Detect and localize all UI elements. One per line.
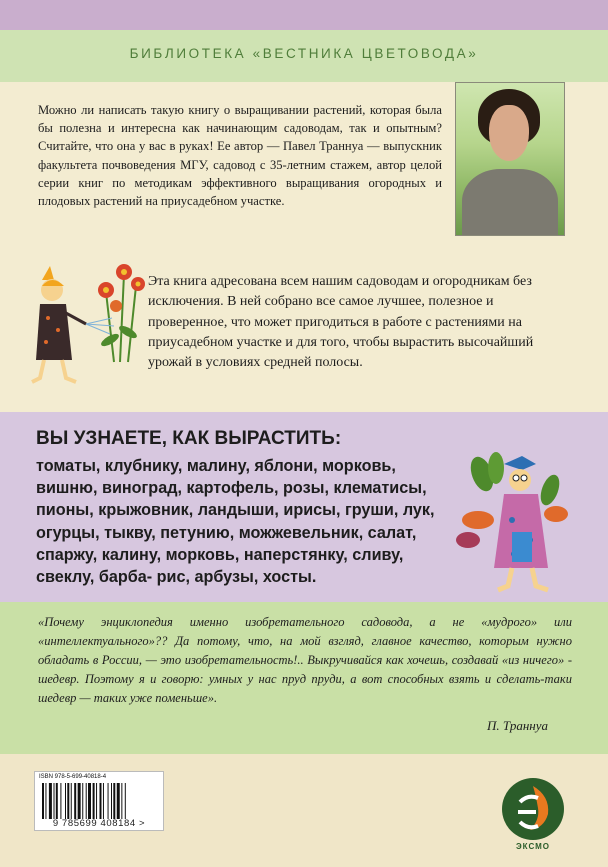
description-paragraph: Эта книга адресована всем нашим садоводам и огородникам без исключения. В ней собрано все самое лучшее, полезное и проверенное, что может пригодиться в работе с растениями на приусадебном участке и для того, чтобы вырастить высочайший урожай в условиях средней полосы. (148, 274, 534, 371)
barcode-bar (100, 783, 102, 819)
learn-line: огурцы, тыкву, петунию, можжевельник, салат, (36, 523, 417, 542)
photo-face (489, 105, 529, 161)
barcode-bar (88, 783, 91, 819)
barcode-bar (56, 783, 58, 819)
barcode-digits: 9 785699 408184 > (52, 818, 146, 829)
barcode-bar (125, 783, 126, 819)
barcode-bar (45, 783, 46, 819)
barcode-bar (42, 783, 44, 819)
learn-line: томаты, клубнику, малину, яблони, морковь, (36, 457, 396, 475)
barcode-bar (71, 783, 72, 819)
barcode-bar (74, 783, 76, 819)
quote-text: «Почему энциклопедия именно изобретательного садовода, а не «мудрого» или «интеллектуального»?? Да потому, что, на мой взгляд, главное качество, которым нужно обладать в России, — это изобретательность!.. Выкручивайся как хочешь, создавай «из ничего» - шедевр. Поэтому я и говорю: умных у нас пруд пруди, а вот способных взять и сделать-таки шедевр — таких уже поменьше». (38, 615, 572, 706)
lady-with-vegetables-illustration (452, 450, 574, 596)
author-photo (455, 82, 565, 236)
barcode-bar (82, 783, 83, 819)
photo-shirt (462, 169, 558, 236)
learn-line: вишню, виноград, картофель, розы, клематисы, (36, 479, 427, 498)
barcode-bar (60, 783, 61, 819)
learn-title: ВЫ УЗНАЕТЕ, КАК ВЫРАСТИТЬ: (36, 428, 342, 449)
barcode-bar (67, 783, 69, 819)
isbn-block (34, 771, 164, 831)
barcode-bar (113, 783, 115, 819)
learn-line: спаржу, калину, морковь, наперстянку, сливу, (36, 545, 404, 564)
barcode-icon (41, 783, 155, 819)
barcode-bar (93, 783, 95, 819)
barcode-bar (103, 783, 104, 819)
publisher-name: ЭКСМО (515, 842, 551, 851)
barcode-bar (65, 783, 66, 819)
gardener-girl-illustration (28, 252, 148, 392)
learn-list (36, 455, 436, 588)
learn-line: пионы, крыжовник, ландыши, ирисы, груши, лук, (36, 501, 435, 520)
eksmo-logo-icon (500, 776, 566, 842)
barcode-bar (54, 783, 55, 819)
learn-line: свеклу, барба- рис, арбузы, хосты. (36, 568, 317, 587)
series-title: БИБЛИОТЕКА «ВЕСТНИКА ЦВЕТОВОДА» (129, 46, 479, 61)
intro-paragraph: Можно ли написать такую книгу о выращивании растений, которая была бы полезна и интересна как начинающим садоводам, так и опытным? Считайте, что она у вас в руках! Ее автор — Павел Траннуа — выпускник факультета почвоведения МГУ, садовод с 35-летним стажем, автор целой серии книг по методикам эффективного выращивания огородных и плодовых растений на приусадебном участке. (38, 103, 442, 209)
barcode-bar (86, 783, 87, 819)
barcode-bar (121, 783, 122, 819)
flowers-group (98, 264, 145, 362)
top-color-band (0, 0, 608, 30)
quote-author: П. Траннуа (487, 718, 548, 733)
isbn-label: ISBN 978-5-699-40818-4 (39, 774, 107, 780)
barcode-bar (96, 783, 97, 819)
barcode-bar (117, 783, 120, 819)
barcode-bar (78, 783, 81, 819)
girl-figure (32, 266, 86, 382)
barcode-bar (108, 783, 109, 819)
barcode-bar (49, 783, 52, 819)
barcode-bar (111, 783, 112, 819)
